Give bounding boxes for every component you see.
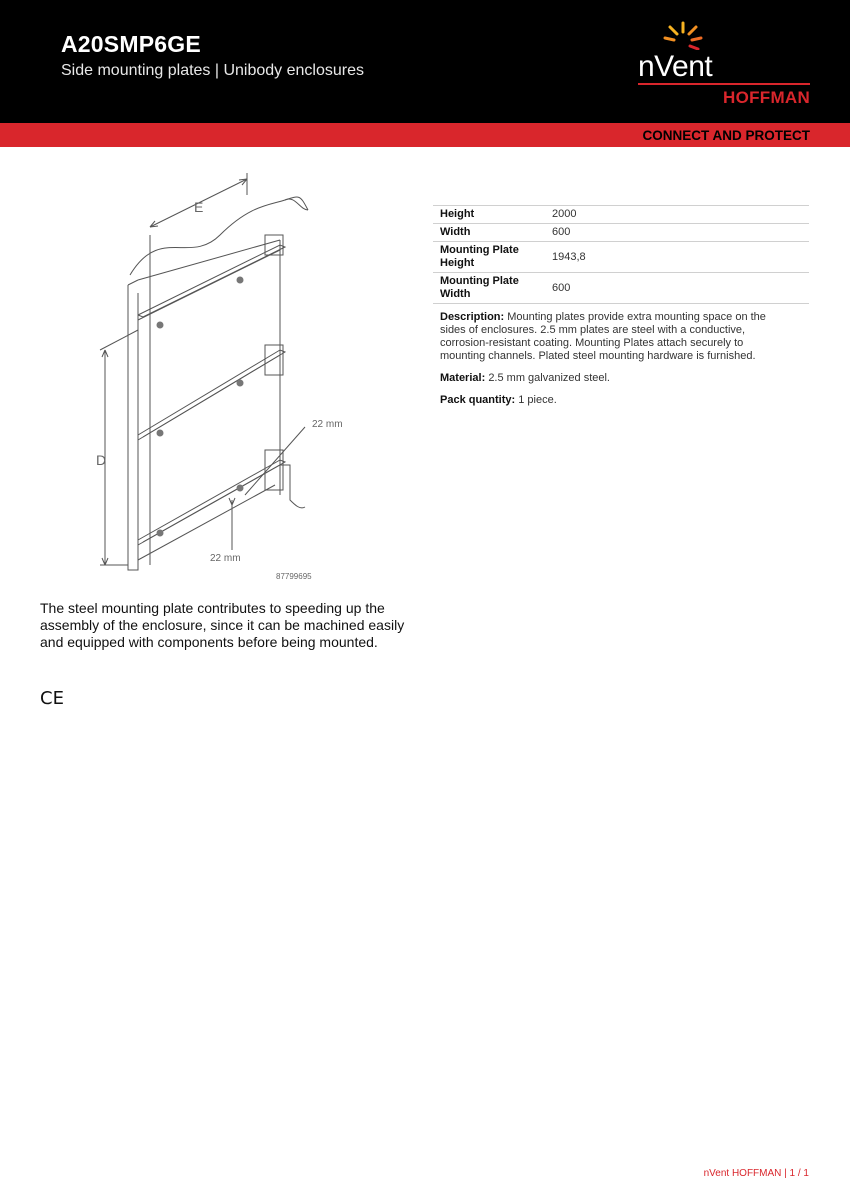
page-footer: nVent HOFFMAN | 1 / 1 <box>703 1168 809 1179</box>
spec-value: 600 <box>545 224 809 242</box>
pack-paragraph <box>440 394 785 407</box>
material-label: Material: <box>440 372 486 384</box>
description-text: Mounting plates provide extra mounting space on the sides of enclosures. 2.5 mm plates are steel with a conductive, corrosion-resistant coating. Mounting Plates attach securely to mounting channels. Plated steel mounting hardware is furnished. <box>440 311 766 362</box>
spec-label: Width <box>433 224 545 242</box>
logo-brand: HOFFMAN <box>723 88 811 107</box>
logo-rays-icon <box>658 20 708 50</box>
specs-row <box>433 206 809 224</box>
specs-row <box>433 224 809 242</box>
ce-mark-icon: CE <box>40 688 64 709</box>
description-paragraph <box>440 311 785 363</box>
spec-label: Mounting Plate Height <box>433 242 545 273</box>
logo-underline <box>638 83 810 85</box>
product-subtitle: Side mounting plates | Unibody enclosures <box>61 62 364 79</box>
page-header <box>0 0 850 123</box>
specs-row <box>433 242 809 273</box>
logo-wordmark: nVent <box>638 50 713 83</box>
dim-e-label: E <box>194 199 204 215</box>
product-blurb: The steel mounting plate contributes to speeding up the assembly of the enclosure, since it can be machined easily and equipped with components before being mounted. <box>40 600 405 650</box>
dim-bottom-label: 22 mm <box>210 553 241 564</box>
pack-text: 1 piece. <box>518 394 557 406</box>
material-text: 2.5 mm galvanized steel. <box>488 372 610 384</box>
drawing-part-number: 87799695 <box>276 572 312 581</box>
tagline: CONNECT AND PROTECT <box>642 128 810 143</box>
product-title: A20SMP6GE <box>61 31 201 57</box>
spec-label: Height <box>433 206 545 224</box>
specs-row <box>433 273 809 304</box>
dim-right-label: 22 mm <box>312 419 343 430</box>
spec-label: Mounting Plate Width <box>433 273 545 304</box>
nvent-hoffman-logo <box>628 20 818 112</box>
description-label: Description: <box>440 311 505 323</box>
description-block <box>440 311 785 416</box>
specs-table <box>433 205 809 304</box>
spec-value: 600 <box>545 273 809 304</box>
material-paragraph <box>440 372 785 385</box>
spec-value: 1943,8 <box>545 242 809 273</box>
spec-value: 2000 <box>545 206 809 224</box>
product-drawing <box>90 165 360 585</box>
dim-d-label: D <box>96 452 107 468</box>
pack-label: Pack quantity: <box>440 394 516 406</box>
